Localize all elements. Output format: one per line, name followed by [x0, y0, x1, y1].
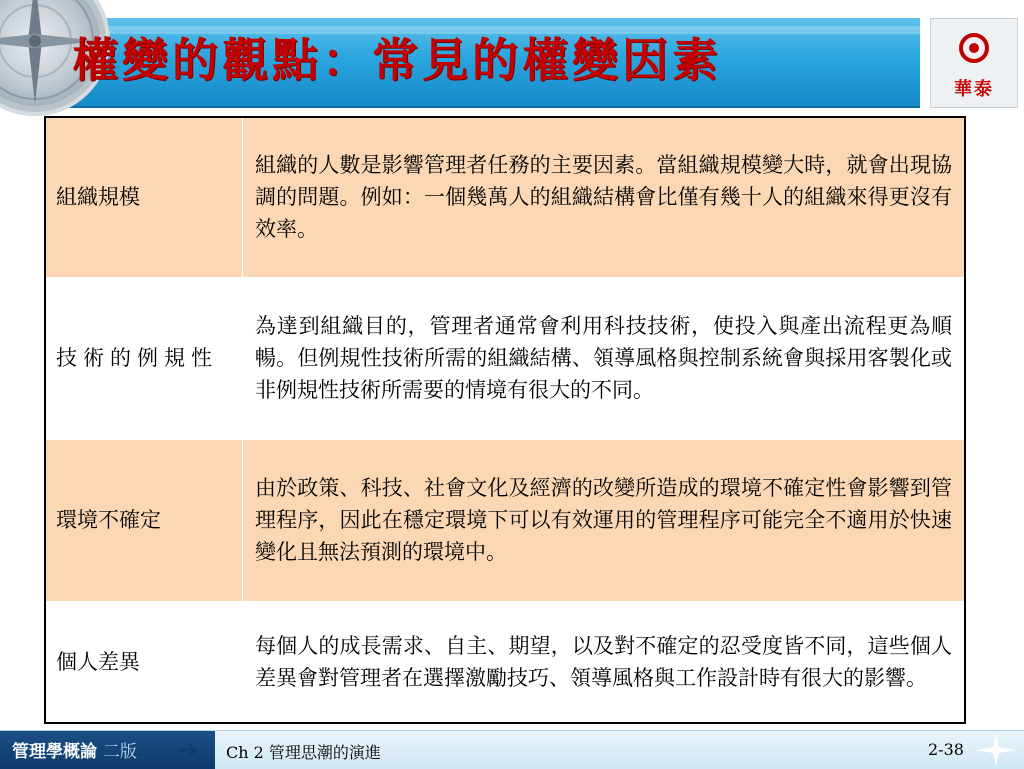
book-title — [12, 737, 137, 762]
huatai-logo-icon — [959, 33, 989, 63]
slide-title: 權變的觀點：常見的權變因素 — [72, 33, 722, 87]
footer — [0, 730, 1024, 769]
table-row — [45, 117, 965, 277]
contingency-factors-table — [44, 116, 966, 724]
table-row — [45, 439, 965, 601]
table-row — [45, 601, 965, 723]
sparkle-star-icon — [976, 733, 1016, 767]
factor-description: 為達到組織目的，管理者通常會利用科技技術，使投入與產出流程更為順暢。但例規性技術所需的組織結構、領導風格與控制系統會與採用客製化或非例規性技術所需要的情境有很大的不同。 — [243, 277, 966, 439]
factor-term: 個人差異 — [45, 601, 243, 723]
header — [0, 0, 1024, 108]
book-title-text: 管理學概論 — [12, 742, 97, 762]
arrow-right-icon — [178, 739, 200, 761]
chapter-label: Ch 2 管理思潮的演進 — [226, 743, 381, 762]
factor-term: 環境不確定 — [45, 439, 243, 601]
factor-term: 組織規模 — [45, 117, 243, 277]
factor-description: 組織的人數是影響管理者任務的主要因素。當組織規模變大時，就會出現協調的問題。例如：一個幾萬人的組織結構會比僅有幾十人的組織來得更沒有效率。 — [243, 117, 966, 277]
book-edition: 二版 — [102, 742, 137, 762]
page-number: 2-38 — [928, 740, 964, 759]
factor-term: 技術的例規性 — [45, 277, 243, 439]
factor-description: 每個人的成長需求、自主、期望，以及對不確定的忍受度皆不同，這些個人差異會對管理者在選擇激勵技巧、領導風格與工作設計時有很大的影響。 — [243, 601, 966, 723]
factor-description: 由於政策、科技、社會文化及經濟的改變所造成的環境不確定性會影響到管理程序，因此在穩定環境下可以有效運用的管理程序可能完全不適用於快速變化且無法預測的環境中。 — [243, 439, 966, 601]
logo-text: 華泰 — [954, 79, 994, 100]
publisher-logo — [930, 18, 1018, 108]
table-row — [45, 277, 965, 439]
